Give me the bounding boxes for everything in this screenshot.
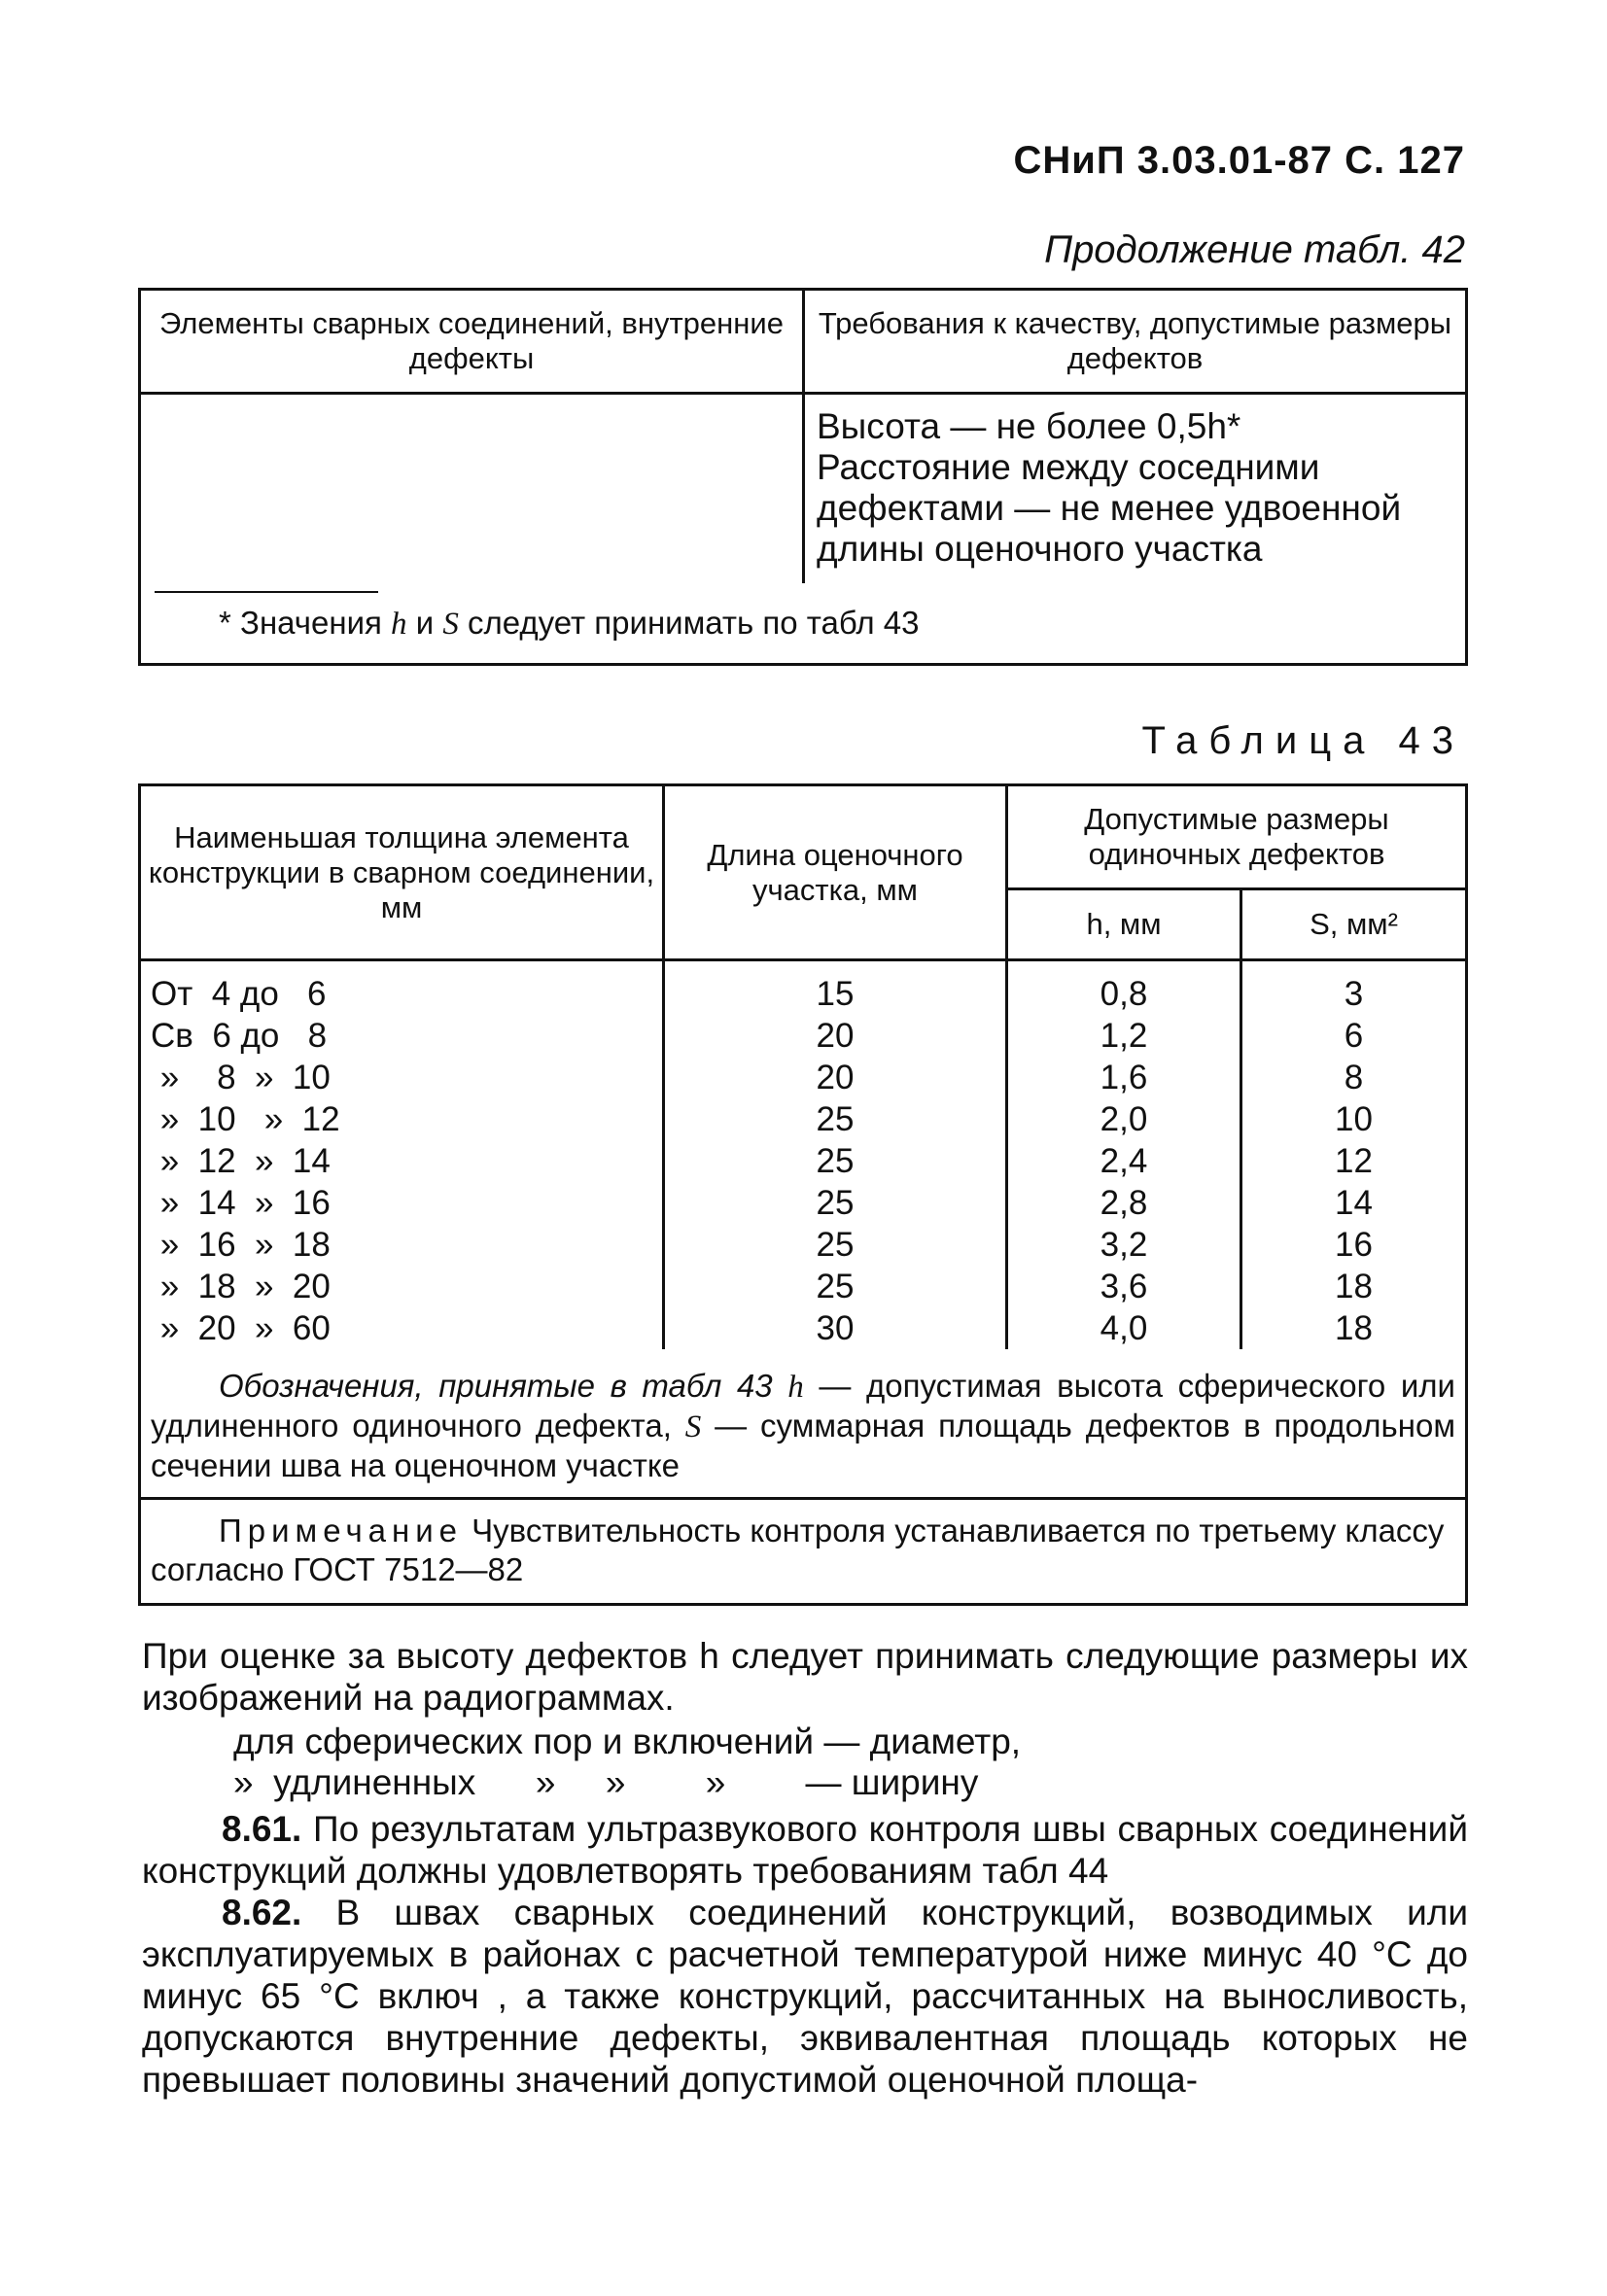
t42-req-line: длины оценочного участка bbox=[817, 529, 1263, 569]
table-cell: 25 bbox=[816, 1226, 855, 1264]
paragraph-elongated: » удлиненных » » » — ширину bbox=[233, 1762, 979, 1802]
table-cell: 6 bbox=[1344, 1017, 1364, 1055]
t43-header-h: h, мм bbox=[1007, 889, 1241, 960]
t42-req-line: Высота — не более 0,5h* bbox=[817, 406, 1241, 446]
t42-footnote-cell bbox=[140, 583, 1467, 665]
t43-length-column bbox=[664, 960, 1007, 1350]
t42-requirements-cell bbox=[804, 394, 1467, 584]
table-cell: 25 bbox=[816, 1184, 855, 1222]
table-cell: 15 bbox=[816, 975, 855, 1013]
table-cell: 18 bbox=[1335, 1268, 1373, 1305]
paragraph-radiogram: При оценке за высоту дефектов h следует принимать следующие размеры их изображений на радиограммах. bbox=[142, 1636, 1468, 1718]
table-cell: 10 bbox=[1335, 1100, 1373, 1138]
t43-legend: Обозначения, принятые в табл 43 h — допустимая высота сферического или удлиненного одиночного дефекта, S — суммарная площадь дефектов в продольном сечении шва на оценочном участке bbox=[140, 1349, 1467, 1499]
table-cell: 16 bbox=[1335, 1226, 1373, 1264]
running-head: СНиП 3.03.01-87 С. 127 bbox=[1013, 139, 1465, 182]
table-42-continuation bbox=[138, 288, 1468, 666]
table-cell: 20 bbox=[816, 1059, 855, 1096]
table-cell: 14 bbox=[1335, 1184, 1373, 1222]
table43-caption: Таблица 43 bbox=[1141, 719, 1465, 762]
table-cell: 1,2 bbox=[1100, 1017, 1148, 1055]
table-cell: 18 bbox=[1335, 1309, 1373, 1347]
t42-header-elements: Элементы сварных соединений, внутренние дефекты bbox=[140, 290, 804, 394]
table-cell: » 8 » 10 bbox=[151, 1059, 331, 1096]
table-cell: » 20 » 60 bbox=[151, 1309, 331, 1347]
table-cell: От 4 до 6 bbox=[151, 975, 327, 1013]
table-cell: 20 bbox=[816, 1017, 855, 1055]
table42-continuation-caption: Продолжение табл. 42 bbox=[1044, 228, 1465, 271]
table-cell: » 14 » 16 bbox=[151, 1184, 331, 1222]
table-cell: » 18 » 20 bbox=[151, 1268, 331, 1305]
t42-req-line: Расстояние между соседними bbox=[817, 447, 1320, 487]
table-cell: 8 bbox=[1344, 1059, 1364, 1096]
table-cell: Св 6 до 8 bbox=[151, 1017, 328, 1055]
table-cell: 3,2 bbox=[1100, 1226, 1148, 1264]
t43-header-length: Длина оценочного участка, мм bbox=[664, 785, 1007, 960]
t43-note: Примечание Чувствительность контроля устанавливается по третьему классу согласно ГОСТ 7512—82 bbox=[140, 1499, 1467, 1605]
paragraph-spherical: для сферических пор и включений — диаметр, bbox=[233, 1722, 1022, 1761]
table-cell: 12 bbox=[1335, 1142, 1373, 1180]
table-cell: 25 bbox=[816, 1100, 855, 1138]
t42-req-line: дефектами — не менее удвоенной bbox=[817, 488, 1402, 528]
t42-empty-cell bbox=[140, 394, 804, 584]
paragraph-8-62: 8.62. В швах сварных соединений конструкций, возводимых или эксплуатируемых в районах с расчетной температурой ниже минус 40 °С до минус 65 °С включ , а также конструкций, рассчитанных на выносливость, допускаются внутренние дефекты, эквивалентная площадь которых не превышает половины значений допустимой оценочной площа- bbox=[142, 1893, 1468, 2100]
table-cell: 2,0 bbox=[1100, 1100, 1148, 1138]
table-cell: 2,8 bbox=[1100, 1184, 1148, 1222]
table-cell: 3,6 bbox=[1100, 1268, 1148, 1305]
table-cell: 25 bbox=[816, 1142, 855, 1180]
table-cell: 30 bbox=[816, 1309, 855, 1347]
table-cell: 2,4 bbox=[1100, 1142, 1148, 1180]
table-cell: 1,6 bbox=[1100, 1059, 1148, 1096]
table-43 bbox=[138, 783, 1468, 1606]
t43-header-thickness: Наименьшая толщина элемента конструкции в сварном соединении, мм bbox=[140, 785, 664, 960]
t43-header-defects: Допустимые размеры одиночных дефектов bbox=[1007, 785, 1467, 889]
table-cell: 25 bbox=[816, 1268, 855, 1305]
paragraph-8-61: 8.61. По результатам ультразвукового контроля швы сварных соединений конструкций должны удовлетворять требованиям табл 44 bbox=[142, 1809, 1468, 1891]
table-cell: 4,0 bbox=[1100, 1309, 1148, 1347]
t42-header-requirements: Требования к качеству, допустимые размеры дефектов bbox=[804, 290, 1467, 394]
table-cell: 3 bbox=[1344, 975, 1364, 1013]
table-cell: » 16 » 18 bbox=[151, 1226, 331, 1264]
table-cell: » 12 » 14 bbox=[151, 1142, 331, 1180]
footnote-rule bbox=[155, 591, 378, 593]
t43-h-column bbox=[1007, 960, 1241, 1350]
table-cell: 0,8 bbox=[1100, 975, 1148, 1013]
t43-s-column bbox=[1241, 960, 1467, 1350]
t43-header-s: S, мм² bbox=[1241, 889, 1467, 960]
t42-footnote: * Значения h и S следует принимать по табл 43 bbox=[219, 605, 920, 642]
table-cell: » 10 » 12 bbox=[151, 1100, 340, 1138]
t43-thickness-column bbox=[140, 960, 664, 1350]
